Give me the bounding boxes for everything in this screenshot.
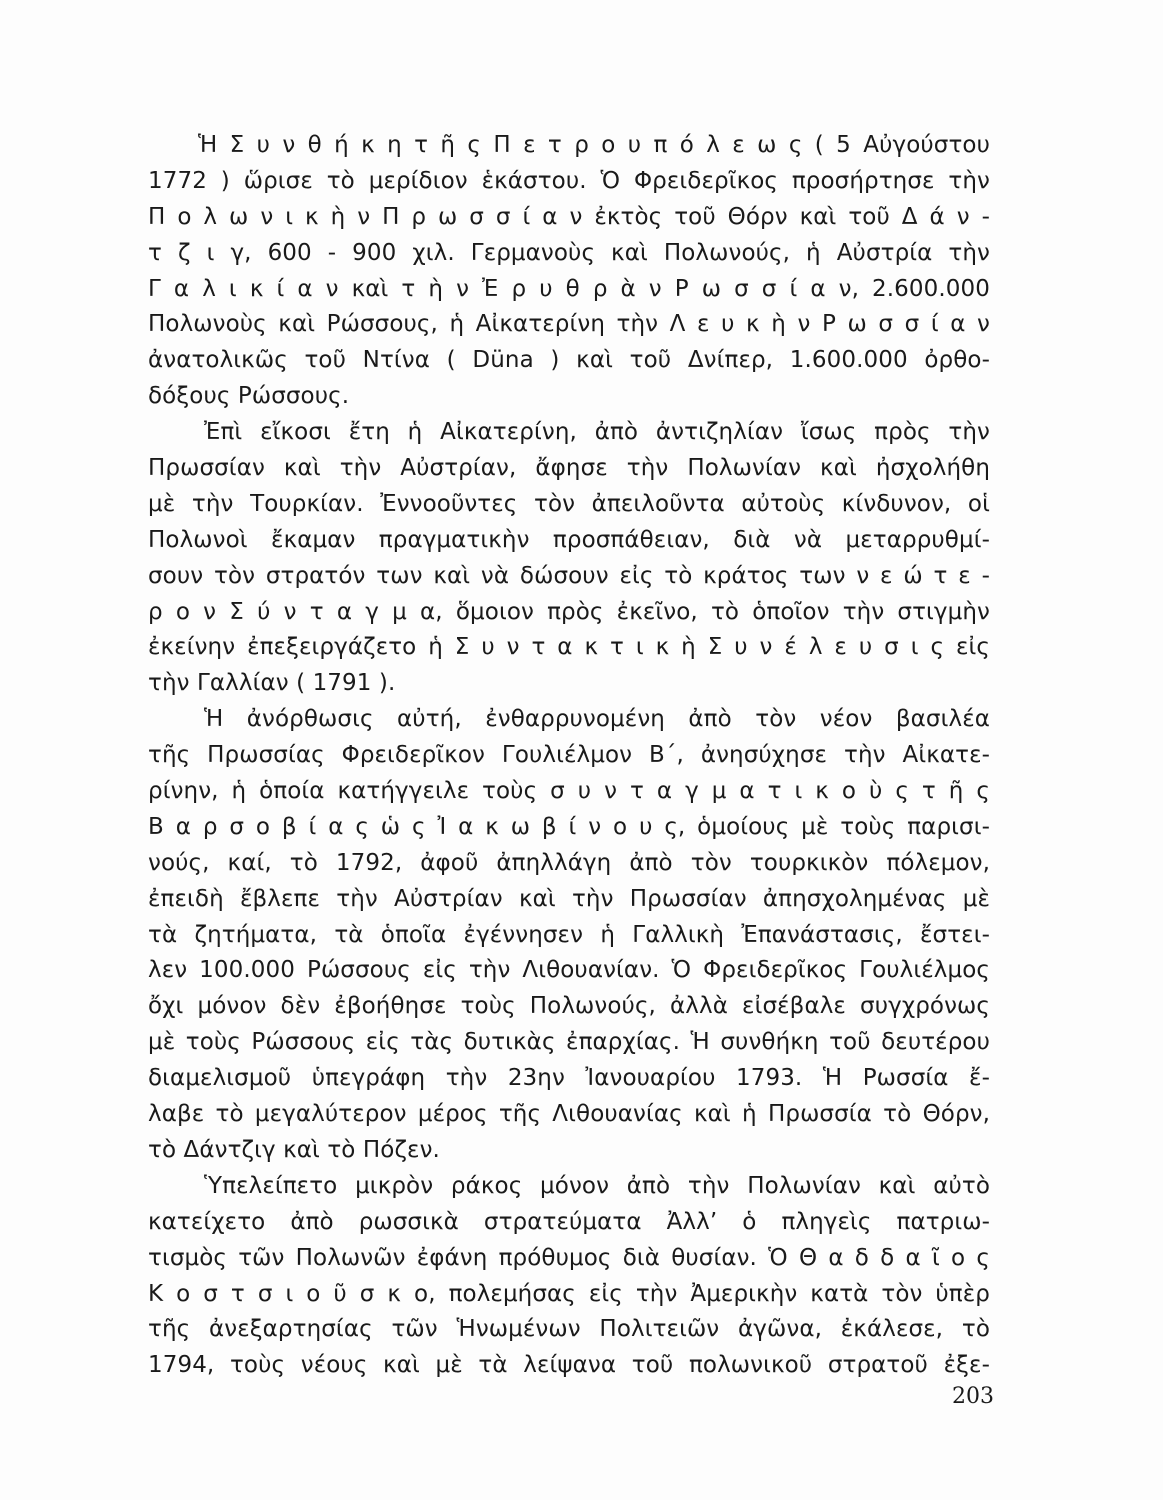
text-line: τῆς ἀνεξαρτησίας τῶν Ἡνωμένων Πολιτειῶν ἀγῶνα, ἐκάλεσε, τὸ [148, 1316, 990, 1343]
text-line: Γ α λ ι κ ί α ν καὶ τ ὴ ν Ἐ ρ υ θ ρ ὰ ν Ρ ω σ σ ί α ν, 2.600.000 [148, 275, 990, 302]
text-line: Ἡ Σ υ ν θ ή κ η τ ῆ ς Π ε τ ρ ο υ π ό λ ε ω ς ( 5 Αὐγούστου [198, 132, 990, 158]
text-line: τὴν Γαλλίαν ( 1791 ). [148, 670, 396, 697]
text-line: ἐκείνην ἐπεξειργάζετο ἡ Σ υ ν τ α κ τ ι κ ὴ Σ υ ν έ λ ε υ σ ι ς εἰς [148, 634, 990, 661]
text-line: Ὑπελείπετο μικρὸν ράκος μόνον ἀπὸ τὴν Πολωνίαν καὶ αὐτὸ [204, 1172, 990, 1199]
text-line: λεν 100.000 Ρώσσους εἰς τὴν Λιθουανίαν. Ὁ Φρειδερῖκος Γουλιέλμος [148, 957, 990, 984]
text-line: σουν τὸν στρατόν των καὶ νὰ δώσουν εἰς τὸ κράτος των ν ε ώ τ ε - [148, 562, 990, 589]
text-line: ἐπειδὴ ἔβλεπε τὴν Αὐστρίαν καὶ τὴν Πρωσσίαν ἀπησχολημένας μὲ [148, 885, 990, 912]
text-line: Π ο λ ω ν ι κ ὴ ν Π ρ ω σ σ ί α ν ἐκτὸς τοῦ Θόρν καὶ τοῦ Δ ά ν - [148, 203, 990, 230]
text-line: τισμὸς τῶν Πολωνῶν ἐφάνη πρόθυμος διὰ θυσίαν. Ὁ Θ α δ δ α ῖ ο ς [148, 1244, 990, 1271]
text-line: Β α ρ σ ο β ί α ς ὡ ς Ἰ α κ ω β ί ν ο υ ς, ὁμοίους μὲ τοὺς παρισι- [148, 813, 990, 840]
text-line: Ἐπὶ εἴκοσι ἔτη ἡ Αἰκατερίνη, ἀπὸ ἀντιζηλίαν ἴσως πρὸς τὴν [204, 419, 990, 446]
text-line: ρίνην, ἡ ὁποία κατήγγειλε τοὺς σ υ ν τ α γ μ α τ ι κ ο ὺ ς τ ῆ ς [148, 778, 990, 805]
text-line: δόξους Ρώσσους. [148, 383, 350, 410]
text-line: διαμελισμοῦ ὑπεγράφη τὴν 23ην Ἰανουαρίου 1793. Ἡ Ρωσσία ἔ- [148, 1065, 990, 1092]
text-line: μὲ τὴν Τουρκίαν. Ἐννοοῦντες τὸν ἀπειλοῦντα αὐτοὺς κίνδυνον, οἱ [148, 490, 990, 517]
text-line: ἀνατολικῶς τοῦ Ντίνα ( Düna ) καὶ τοῦ Δνίπερ, 1.600.000 ὀρθο- [148, 347, 990, 374]
page-number: 203 [952, 1384, 994, 1409]
text-line: ὄχι μόνον δὲν ἐβοήθησε τοὺς Πολωνούς, ἀλλὰ εἰσέβαλε συγχρόνως [148, 993, 990, 1020]
text-line: τ ζ ι γ, 600 - 900 χιλ. Γερμανοὺς καὶ Πολωνούς, ἡ Αὐστρία τὴν [148, 239, 990, 266]
text-line: μὲ τοὺς Ρώσσους εἰς τὰς δυτικὰς ἐπαρχίας. Ἡ συνθήκη τοῦ δευτέρου [148, 1029, 990, 1056]
text-line: 1772 ) ὥρισε τὸ μερίδιον ἑκάστου. Ὁ Φρειδερῖκος προσήρτησε τὴν [148, 167, 990, 194]
text-line: κατείχετο ἀπὸ ρωσσικὰ στρατεύματα Ἀλλ’ ὁ πληγεὶς πατριω- [148, 1208, 990, 1235]
text-line: τῆς Πρωσσίας Φρειδερῖκον Γουλιέλμον Β΄, ἀνησύχησε τὴν Αἰκατε- [148, 742, 990, 769]
text-line: ρ ο ν Σ ύ ν τ α γ μ α, ὅμοιον πρὸς ἐκεῖνο, τὸ ὁποῖον τὴν στιγμὴν [148, 598, 990, 625]
text-line: Κ ο σ τ σ ι ο ῦ σ κ ο, πολεμήσας εἰς τὴν Ἀμερικὴν κατὰ τὸν ὑπὲρ [148, 1280, 990, 1307]
text-line: Πολωνοὺς καὶ Ρώσσους, ἡ Αἰκατερίνη τὴν Λ ε υ κ ὴ ν Ρ ω σ σ ί α ν [148, 311, 990, 338]
body-text [148, 128, 990, 1384]
text-line: τὰ ζητήματα, τὰ ὁποῖα ἐγέννησεν ἡ Γαλλικὴ Ἐπανάστασις, ἔστει- [148, 921, 990, 948]
text-line: τὸ Δάντζιγ καὶ τὸ Πόζεν. [148, 1136, 440, 1163]
text-line: Πολωνοὶ ἔκαμαν πραγματικὴν προσπάθειαν, διὰ νὰ μεταρρυθμί- [148, 526, 990, 553]
text-line: 1794, τοὺς νέους καὶ μὲ τὰ λείψανα τοῦ πολωνικοῦ στρατοῦ ἐξε- [148, 1352, 990, 1379]
text-line: νούς, καί, τὸ 1792, ἀφοῦ ἀπηλλάγη ἀπὸ τὸν τουρκικὸν πόλεμον, [148, 849, 990, 876]
text-line: Πρωσσίαν καὶ τὴν Αὐστρίαν, ἄφησε τὴν Πολωνίαν καὶ ἠσχολήθη [148, 455, 990, 482]
text-line: Ἡ ἀνόρθωσις αὐτή, ἐνθαρρυνομένη ἀπὸ τὸν νέον βασιλέα [204, 706, 990, 733]
text-line: λαβε τὸ μεγαλύτερον μέρος τῆς Λιθουανίας καὶ ἡ Πρωσσία τὸ Θόρν, [148, 1101, 990, 1128]
